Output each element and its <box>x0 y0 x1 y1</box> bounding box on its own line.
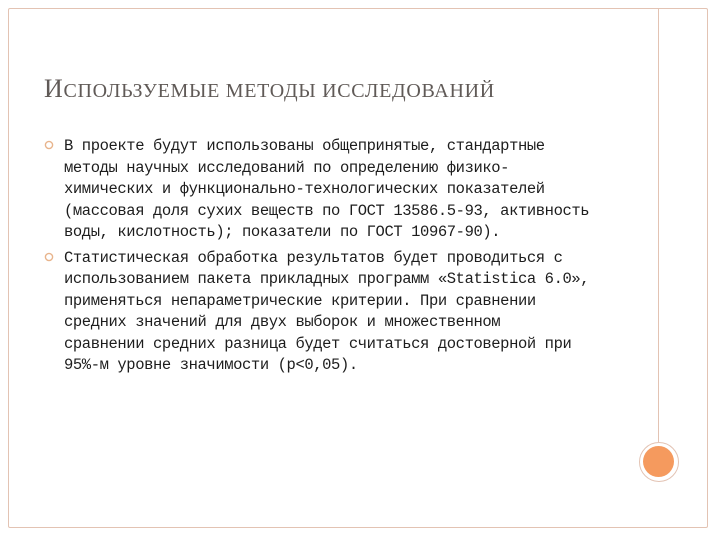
ring-bullet-icon <box>44 252 54 262</box>
bullet-item <box>44 136 624 244</box>
slide-title-rest: СПОЛЬЗУЕМЫЕ МЕТОДЫ ИССЛЕДОВАНИЙ <box>63 80 495 102</box>
bullet-line: применяться непараметрические критерии. При сравнении <box>64 291 536 310</box>
bullet-text <box>64 248 624 377</box>
bullet-line: химических и функционально-технологических показателей <box>64 180 545 198</box>
slide-title-initial: И <box>44 74 64 103</box>
bullet-list <box>44 136 624 381</box>
bullet-line: В проекте будут использованы общепринятые, стандартные <box>64 137 545 155</box>
bullet-line: воды, кислотность); показатели по ГОСТ 10967-90). <box>64 223 501 241</box>
bullet-line: (массовая доля сухих веществ по ГОСТ 13586.5-93, активность <box>64 201 590 220</box>
bullet-line: средних значений для двух выборок и множественном <box>64 313 501 331</box>
bullet-line: использованием пакета прикладных программ «Statistica 6.0», <box>64 270 590 288</box>
bullet-line: Статистическая обработка результатов будет проводиться с <box>64 248 563 267</box>
decorative-rule <box>658 8 659 442</box>
bullet-line: 95%-м уровне значимости (p<0,05). <box>64 356 358 374</box>
decorative-circle-icon <box>643 446 674 477</box>
bullet-item <box>44 248 624 377</box>
slide-title <box>44 74 495 104</box>
bullet-text <box>64 136 624 244</box>
ring-bullet-icon <box>44 140 54 150</box>
bullet-line: методы научных исследований по определению физико- <box>64 158 510 177</box>
bullet-line: сравнении средних разница будет считаться достоверной при <box>64 334 572 353</box>
